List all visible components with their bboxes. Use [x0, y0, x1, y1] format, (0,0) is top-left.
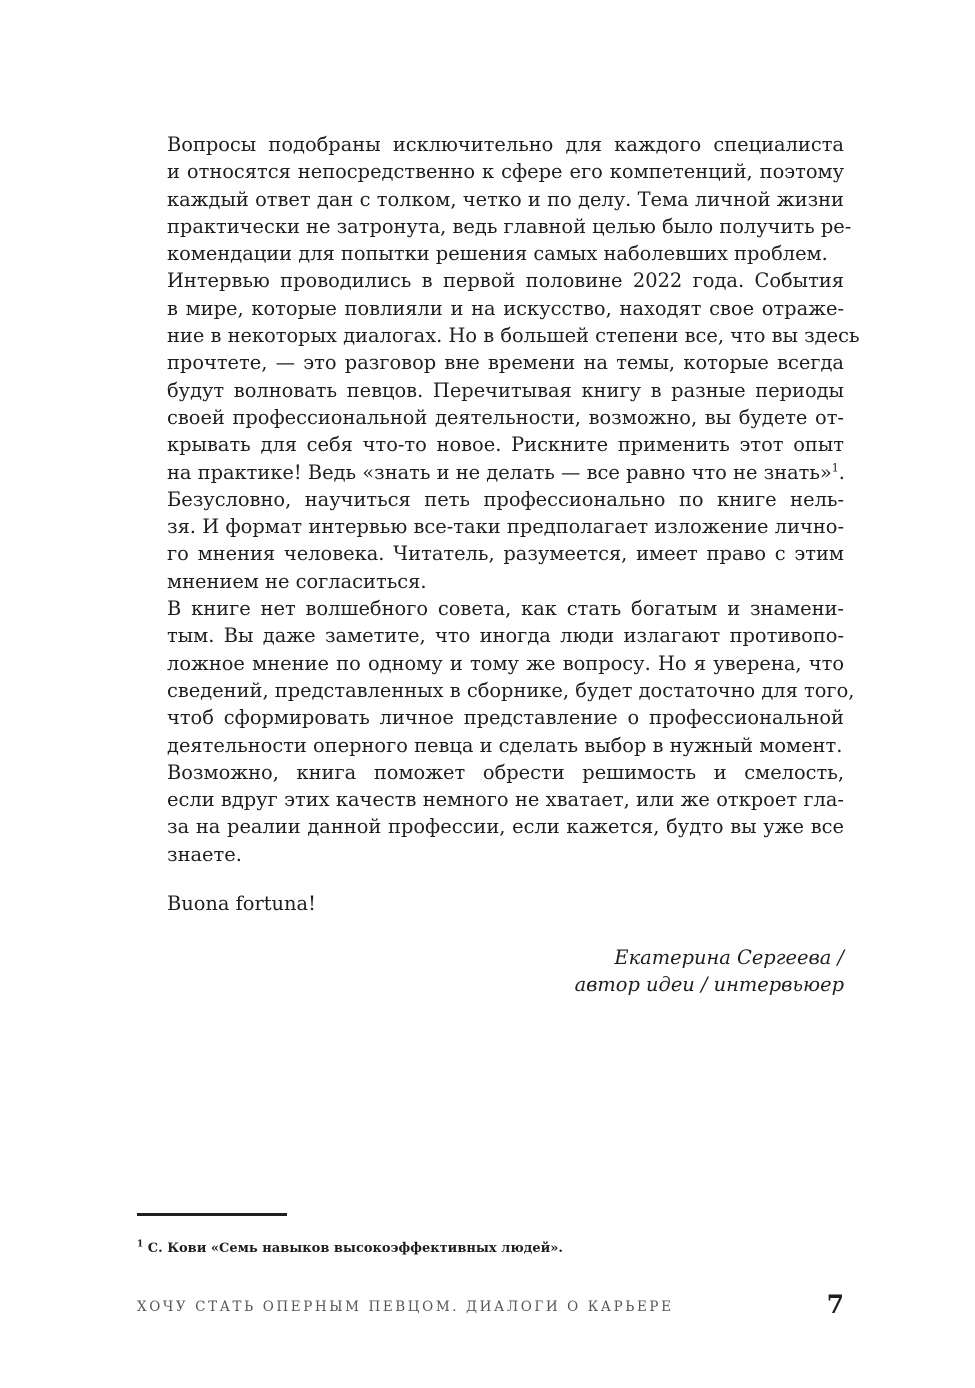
text-line: знаете.	[167, 842, 242, 866]
paragraph-2	[137, 267, 860, 485]
text-line: и относятся непосредственно к сфере его компетенций, поэтому	[167, 160, 844, 184]
footnote-text: С. Кови «Семь навыков высокоэффективных людей».	[143, 1241, 563, 1256]
signature-name: Екатерина Сергеева /	[614, 946, 844, 969]
text-line: Безусловно, научиться петь профессионально по книге нель-	[167, 487, 844, 511]
author-signature	[575, 944, 844, 999]
closing-phrase: Buona fortuna!	[167, 892, 316, 915]
text-line: сведений, представленных в сборнике, будет достаточно для того,	[167, 678, 855, 702]
text-line: крывать для себя что-то новое. Рискните применить этот опыт	[167, 433, 844, 457]
text-line: на практике! Ведь «знать и не делать — все равно что не знать»	[167, 460, 832, 484]
text-line: если вдруг этих качеств немного не хватает, или же откроет гла-	[167, 788, 844, 812]
text-line: чтоб сформировать личное представление о профессиональной	[167, 706, 844, 730]
text-line: мнением не согласиться.	[167, 569, 427, 593]
text-line-with-footnote	[137, 459, 844, 486]
text-line: своей профессиональной деятельности, возможно, вы будете от-	[167, 405, 844, 429]
text-line: ние в некоторых диалогах. Но в большей степени все, что вы здесь	[167, 324, 860, 348]
text-line: го мнения человека. Читатель, разумеется, имеет право с этим	[167, 542, 844, 566]
text-line: Вопросы подобраны исключительно для каждого специалиста	[167, 133, 844, 156]
running-footer: ХОЧУ СТАТЬ ОПЕРНЫМ ПЕВЦОМ. ДИАЛОГИ О КАРЬЕРЕ	[137, 1299, 674, 1315]
text-line: прочтете, — это разговор вне времени на темы, которые всегда	[167, 351, 844, 375]
text-line: в мире, которые повлияли и на искусство, находят свое отраже-	[167, 296, 844, 320]
footnote-reference[interactable]: 1	[831, 461, 839, 475]
text-line: В книге нет волшебного совета, как стать богатым и знамени-	[167, 597, 844, 621]
footnote-marker: 1	[137, 1239, 144, 1250]
text-line-end: .	[838, 460, 845, 484]
text-line: комендации для попытки решения самых наболевших проблем.	[167, 242, 828, 266]
text-line: Интервью проводились в первой половине 2022 года. События	[167, 269, 844, 293]
signature-role: автор идеи / интервьюер	[574, 973, 844, 997]
text-line: будут волновать певцов. Перечитывая книгу в разные периоды	[167, 378, 844, 402]
text-line: за на реалии данной профессии, если кажется, будто вы уже все	[167, 815, 844, 839]
footnote-divider	[137, 1213, 287, 1216]
text-line: тым. Вы даже заметите, что иногда люди излагают противопо-	[167, 624, 844, 648]
footnote	[137, 1240, 563, 1258]
text-line: Возможно, книга поможет обрести решимость и смелость,	[167, 760, 844, 784]
text-line: зя. И формат интервью все-таки предполагает изложение лично-	[167, 515, 844, 539]
page-number: 7	[826, 1290, 844, 1319]
paragraph-4	[137, 595, 855, 759]
paragraph-1	[137, 131, 852, 267]
text-line: деятельности оперного певца и сделать выбор в нужный момент.	[167, 733, 843, 757]
main-text	[137, 131, 860, 868]
text-line: ложное мнение по одному и тому же вопросу. Но я уверена, что	[167, 651, 844, 675]
text-line: практически не затронута, ведь главной целью было получить ре-	[167, 214, 852, 238]
text-line: каждый ответ дан с толком, четко и по делу. Тема личной жизни	[167, 187, 844, 211]
paragraph-5	[137, 759, 844, 868]
paragraph-3	[137, 486, 844, 595]
